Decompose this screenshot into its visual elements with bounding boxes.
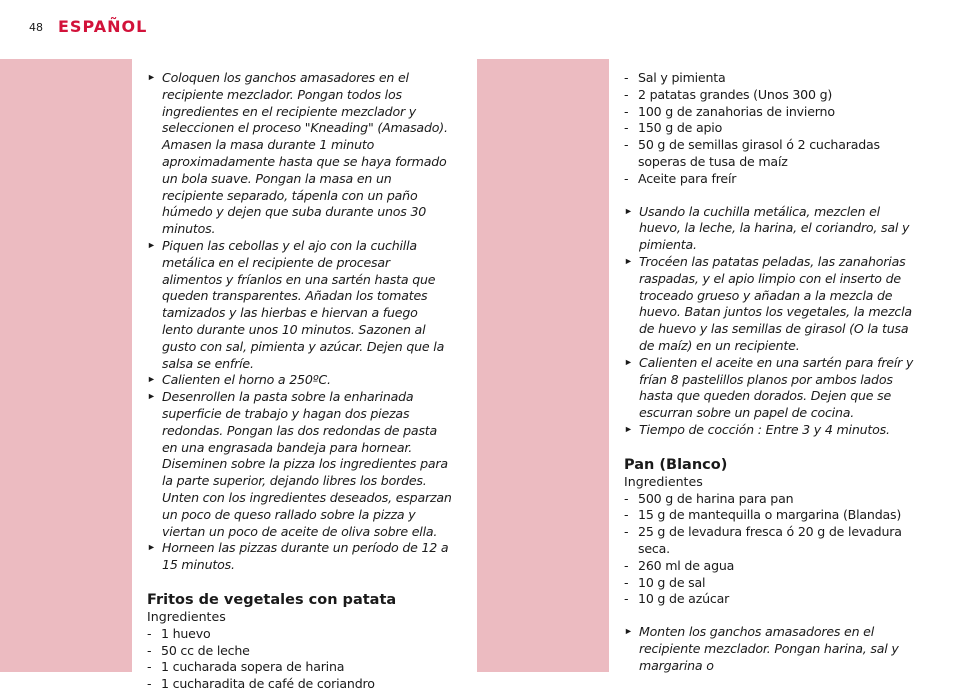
bullet-triangle-icon: ► <box>147 240 156 251</box>
ingredient-item: - 10 g de azúcar <box>624 591 730 607</box>
bullet-triangle-icon: ► <box>624 357 633 368</box>
page-number: 48 <box>29 21 43 34</box>
bullet-triangle-icon: ► <box>624 424 633 435</box>
ingredient-item: - 10 g de sal <box>624 574 706 590</box>
instruction-step: ► Calienten el aceite en una sartén para freír y frían 8 pastelillos planos por ambos lados hasta que queden dorados. Dejen que se escurran sobre un papel de cocina. <box>624 354 914 421</box>
ingredient-item: - 1 cucharada sopera de harina <box>147 659 345 675</box>
right-text-column <box>624 70 924 675</box>
ingredient-item: - 15 g de mantequilla o margarina (Blandas) <box>624 507 902 523</box>
bullet-triangle-icon: ► <box>147 392 156 403</box>
ingredient-item: - Sal y pimienta <box>624 70 726 85</box>
instruction-step: ► Tiempo de cocción : Entre 3 y 4 minutos. <box>624 421 890 437</box>
middle-margin-band <box>477 59 609 672</box>
recipe-title: Pan (Blanco) <box>624 456 728 473</box>
instruction-step: ► Coloquen los ganchos amasadores en el recipiente mezclador. Pongan todos los ingredientes en el recipiente mezclador y seleccionen el proceso "Kneading" (Amasado). Amasen la masa durante 1 minuto aproximadamente hasta que se haya formado un bola suave. Pongan la masa en un recipiente separado, tápenla con un paño húmedo y dejen que suba durante unos 30 minutos. <box>147 70 448 237</box>
recipe-title: Fritos de vegetales con patata <box>147 591 397 608</box>
ingredient-item: - 100 g de zanahorias de invierno <box>624 103 835 119</box>
section-language-title: ESPAÑOL <box>58 17 148 36</box>
instruction-step: ► Monten los ganchos amasadores en el recipiente mezclador. Pongan harina, sal y margarina o <box>624 624 899 673</box>
ingredient-item: - 1 huevo <box>147 625 211 641</box>
instruction-step: ► Desenrollen la pasta sobre la enharinada superficie de trabajo y hagan dos piezas redondas. Pongan las dos redondas de pasta en una engrasada bandeja para hornear. Diseminen sobre la pizza los ingredientes para la parte superior, dejando libres los bordes. Unten con los ingredientes deseados, esparzan un poco de queso rallado sobre la pizza y viertan un poco de aceite de oliva sobre ella. <box>147 389 452 539</box>
bullet-triangle-icon: ► <box>147 375 156 386</box>
bullet-triangle-icon: ► <box>147 73 156 83</box>
instruction-step: ► Trocéen las patatas peladas, las zanahorias raspadas, y el apio limpio con el inserto de troceado grueso y añadan a la mezcla de huevo. Batan juntos los vegetales, la mezcla de huevo y las semillas de girasol (O la tusa de maíz) en un recipiente. <box>624 253 912 353</box>
instruction-step: ► Horneen las pizzas durante un período de 12 a 15 minutos. <box>147 540 449 573</box>
instruction-step: ► Calienten el horno a 250ºC. <box>147 372 331 388</box>
ingredient-item: - 150 g de apio <box>624 120 723 136</box>
ingredient-item: - 50 g de semillas girasol ó 2 cucharadas soperas de tusa de maíz <box>624 137 880 169</box>
ingredients-label: Ingredientes <box>147 608 226 624</box>
instruction-step: ► Usando la cuchilla metálica, mezclen el huevo, la leche, la harina, el coriandro, sal y pimienta. <box>624 203 910 253</box>
left-text-column <box>147 70 452 693</box>
ingredient-item: - Aceite para freír <box>624 170 737 186</box>
bullet-triangle-icon: ► <box>624 256 633 267</box>
instruction-step: ► Piquen las cebollas y el ajo con la cuchilla metálica en el recipiente de procesar alimentos y fríanlos en una sartén hasta que queden transparentes. Añadan los tomates tamizados y las hierbas e hiervan a fuego lento durante unos 10 minutos. Sazonen al gusto con sal, pimienta y azúcar. Dejen que la salsa se enfríe. <box>147 237 445 371</box>
bullet-triangle-icon: ► <box>147 543 156 554</box>
ingredient-item: - 260 ml de agua <box>624 557 735 573</box>
ingredients-label: Ingredientes <box>624 473 703 489</box>
ingredient-item: - 500 g de harina para pan <box>624 490 794 506</box>
ingredient-item: - 50 cc de leche <box>147 642 250 658</box>
bullet-triangle-icon: ► <box>624 206 633 217</box>
ingredient-item: - 1 cucharadita de café de coriandro <box>147 676 375 692</box>
ingredient-item: - 25 g de levadura fresca ó 20 g de levadura seca. <box>624 524 902 556</box>
ingredient-item: - 2 patatas grandes (Unos 300 g) <box>624 86 833 102</box>
left-margin-band <box>0 59 132 672</box>
bullet-triangle-icon: ► <box>624 627 633 638</box>
